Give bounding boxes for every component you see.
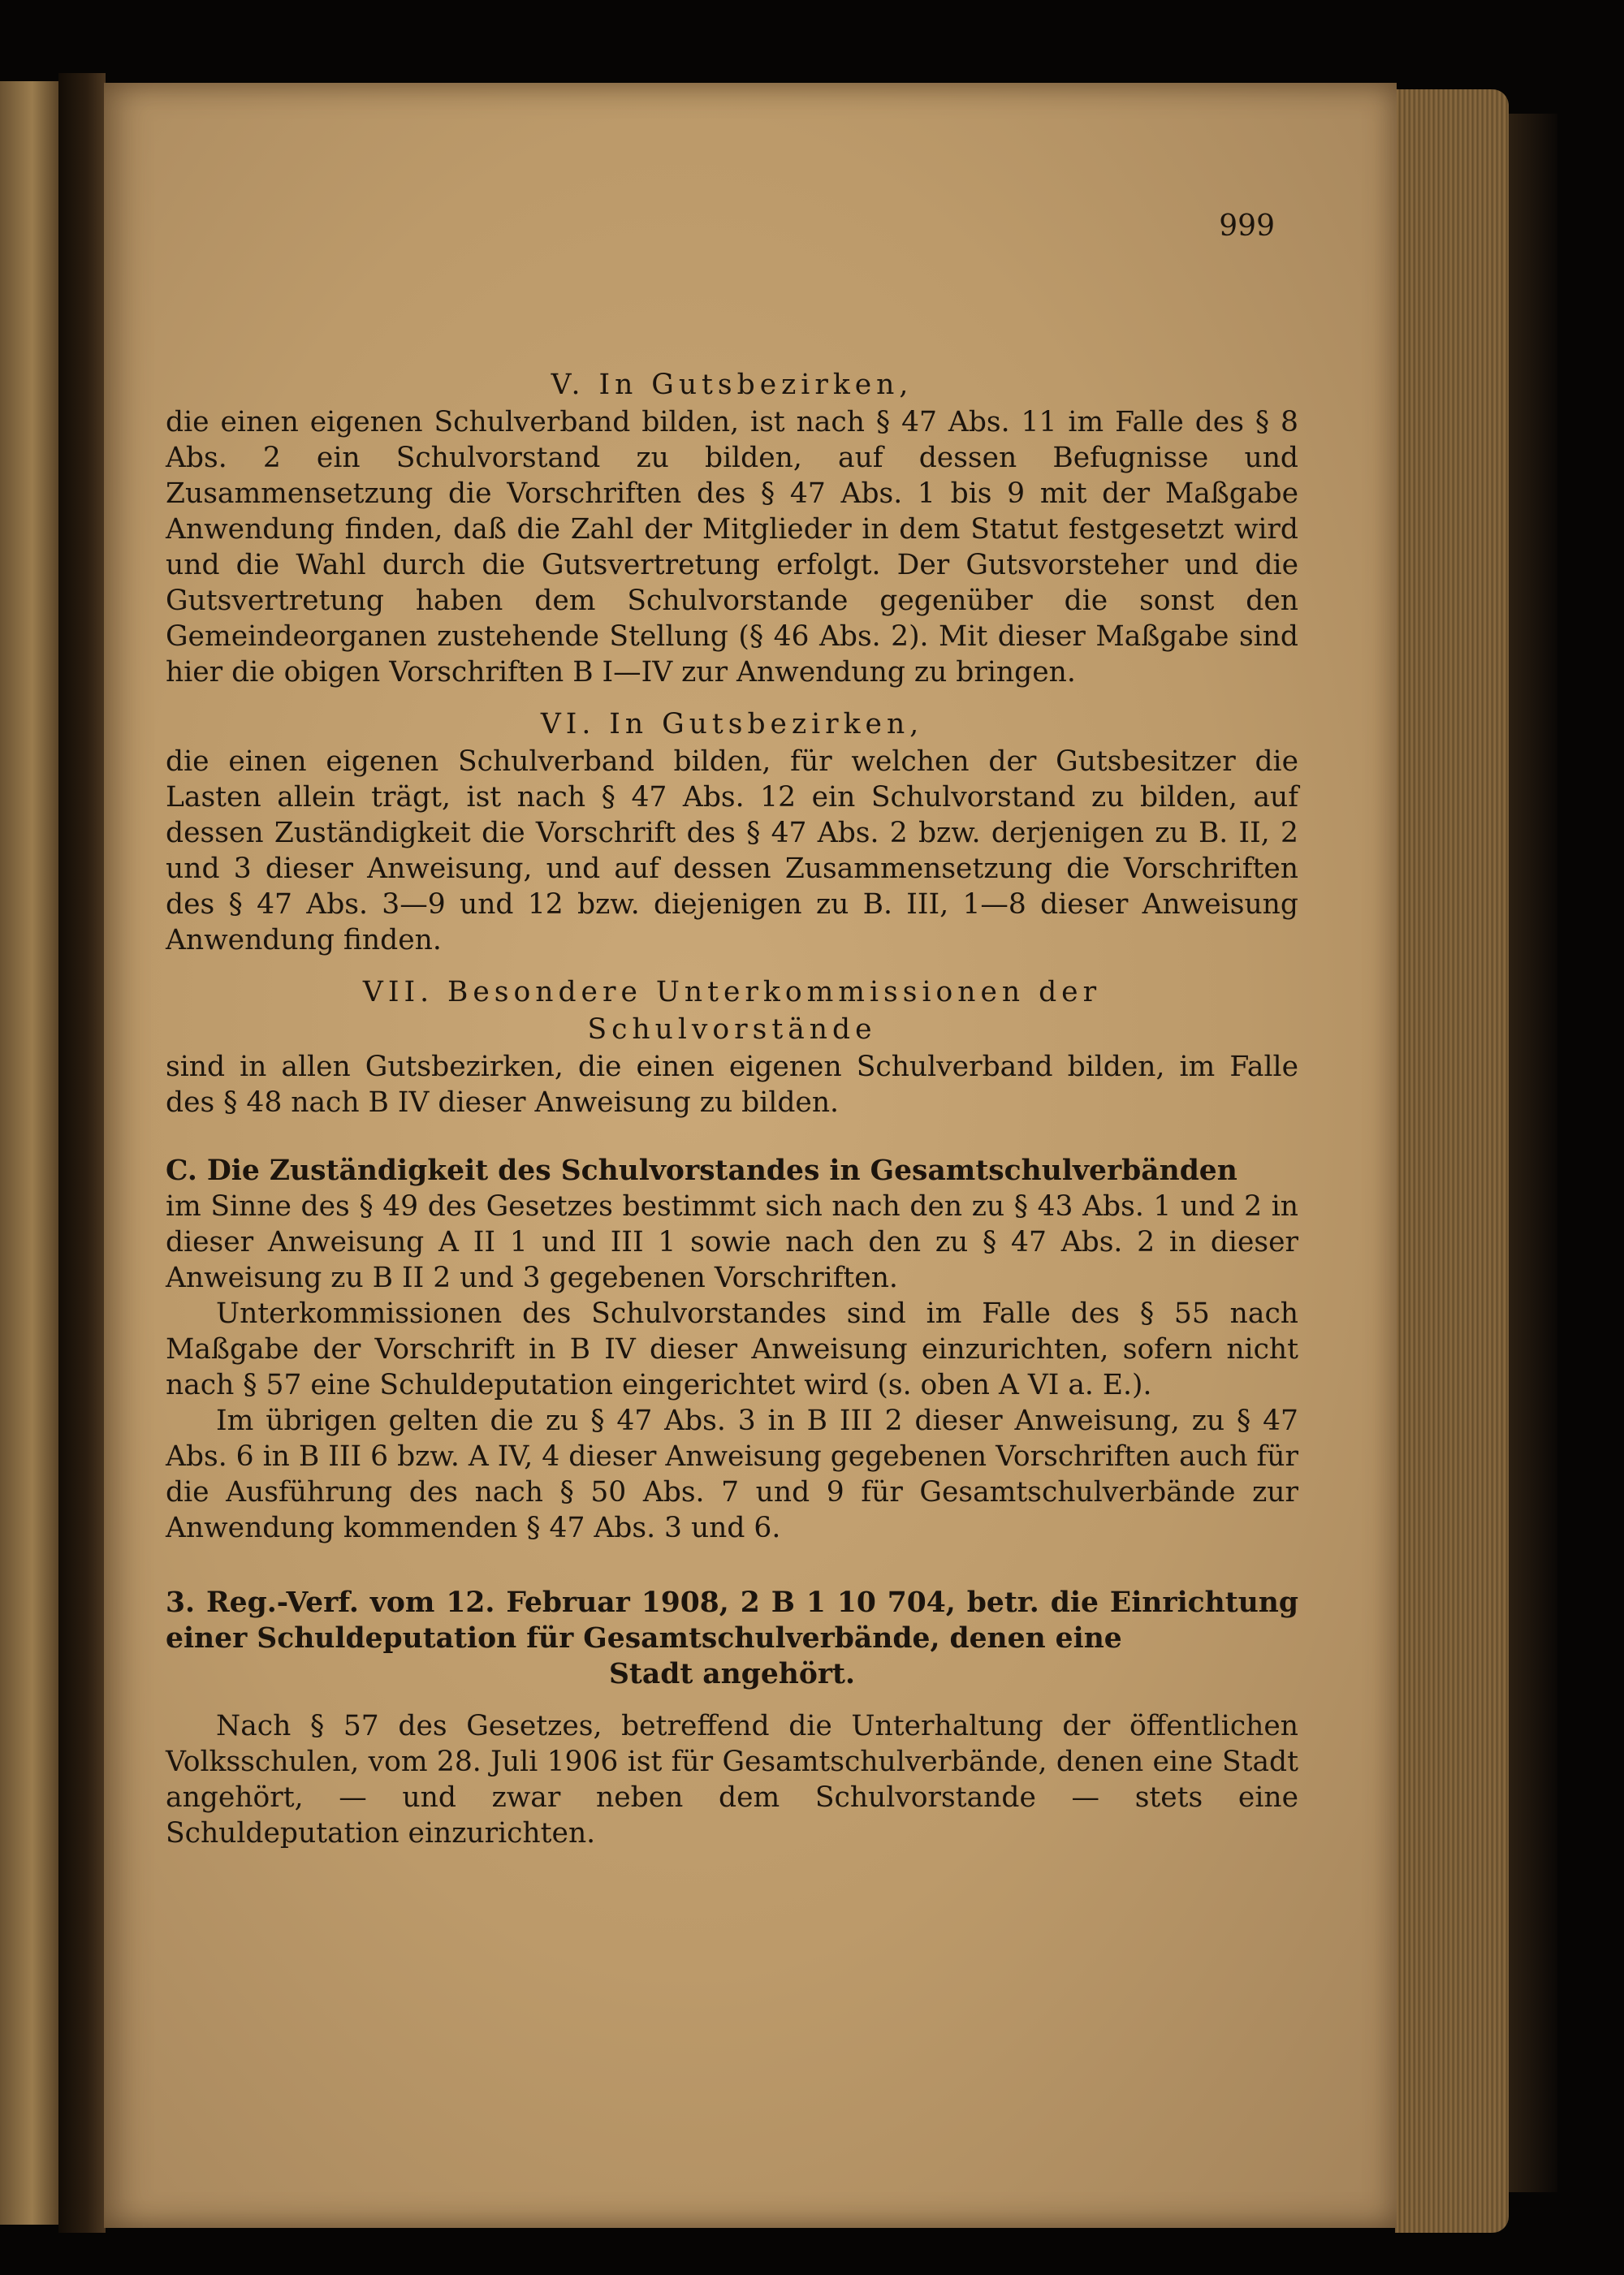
- section-c-heading: C. Die Zuständigkeit des Schulvorstandes in Gesamtschulverbänden: [166, 1155, 1237, 1187]
- section-vi-body: die einen eigenen Schulverband bilden, für welchen der Gutsbesitzer die Lasten allein trägt, ist nach § 47 Abs. 12 ein Schulvorstand zu bilden, auf dessen Zuständigkeit die Vorschrift des § 47 Abs. 2 bzw. derjenigen zu B. II, 2 und 3 dieser Anweisung, und auf dessen Zusammensetzung die Vorschriften des § 47 Abs. 3—9 und 12 bzw. diejenigen zu B. III, 1—8 dieser Anweisung Anwendung finden.: [166, 745, 1298, 956]
- book-page: [104, 83, 1397, 2228]
- page-number: 999: [1219, 209, 1275, 243]
- book-cover-edge: [1509, 114, 1557, 2192]
- section-vii-body: sind in allen Gutsbezirken, die einen eigenen Schulverband bilden, im Falle des § 48 nach B IV dieser Anweisung zu bilden.: [166, 1051, 1298, 1119]
- section-vii-heading: VII. Besondere Unterkommissionen der: [362, 976, 1102, 1008]
- book-gutter: [58, 73, 106, 2233]
- section-c-para3: Im übrigen gelten die zu § 47 Abs. 3 in B III 2 dieser Anweisung, zu § 47 Abs. 6 in B III 6 bzw. A IV, 4 dieser Anweisung gegebenen Vorschriften auch für die Ausführung des nach § 50 Abs. 7 und 9 für Gesamtschulverbände zur Anwendung kommenden § 47 Abs. 3 und 6.: [166, 1405, 1298, 1544]
- section-v-heading: V. In Gutsbezirken,: [551, 369, 914, 401]
- section-c-body: im Sinne des § 49 des Gesetzes bestimmt sich nach den zu § 43 Abs. 1 und 2 in dieser Anweisung A II 1 und III 1 sowie nach den zu § 47 Abs. 2 in dieser Anweisung zu B II 2 und 3 gegebenen Vorschriften.: [166, 1190, 1298, 1294]
- section-v-body: die einen eigenen Schulverband bilden, ist nach § 47 Abs. 11 im Falle des § 8 Abs. 2 ein Schulvorstand zu bilden, auf dessen Befugnisse und Zusammensetzung die Vorschriften des § 47 Abs. 1 bis 9 mit der Maßgabe Anwendung finden, daß die Zahl der Mitglieder in dem Statut festgesetzt wird und die Wahl durch die Gutsvertretung erfolgt. Der Gutsvorsteher und die Gutsvertretung haben dem Schulvorstande gegenüber die sonst den Gemeindeorganen zustehende Stellung (§ 46 Abs. 2). Mit dieser Maßgabe sind hier die obigen Vorschriften B I—IV zur Anwendung zu bringen.: [166, 406, 1298, 689]
- decree-3-heading-end: Stadt angehört.: [608, 1658, 855, 1690]
- left-page-edge: [0, 81, 58, 2225]
- section-vii-heading-cont: Schulvorstände: [587, 1013, 877, 1046]
- decree-3-heading: 3. Reg.-Verf. vom 12. Februar 1908, 2 B 1 10 704, betr. die Einrichtung einer Schuldeputation für Gesamtschulverbände, denen eine: [166, 1586, 1298, 1655]
- section-vi-heading: VI. In Gutsbezirken,: [540, 708, 924, 740]
- page-stack-edge: [1395, 89, 1509, 2233]
- page-text: [166, 196, 1298, 1851]
- section-c-para2: Unterkommissionen des Schulvorstandes sind im Falle des § 55 nach Maßgabe der Vorschrift in B IV dieser Anweisung einzurichten, sofern nicht nach § 57 eine Schuldeputation eingerichtet wird (s. oben A VI a. E.).: [166, 1297, 1298, 1401]
- decree-3-body: Nach § 57 des Gesetzes, betreffend die Unterhaltung der öffentlichen Volksschulen, vom 28. Juli 1906 ist für Gesamtschulverbände, denen eine Stadt angehört, — und zwar neben dem Schulvorstande — stets eine Schuldeputation einzurichten.: [166, 1710, 1298, 1850]
